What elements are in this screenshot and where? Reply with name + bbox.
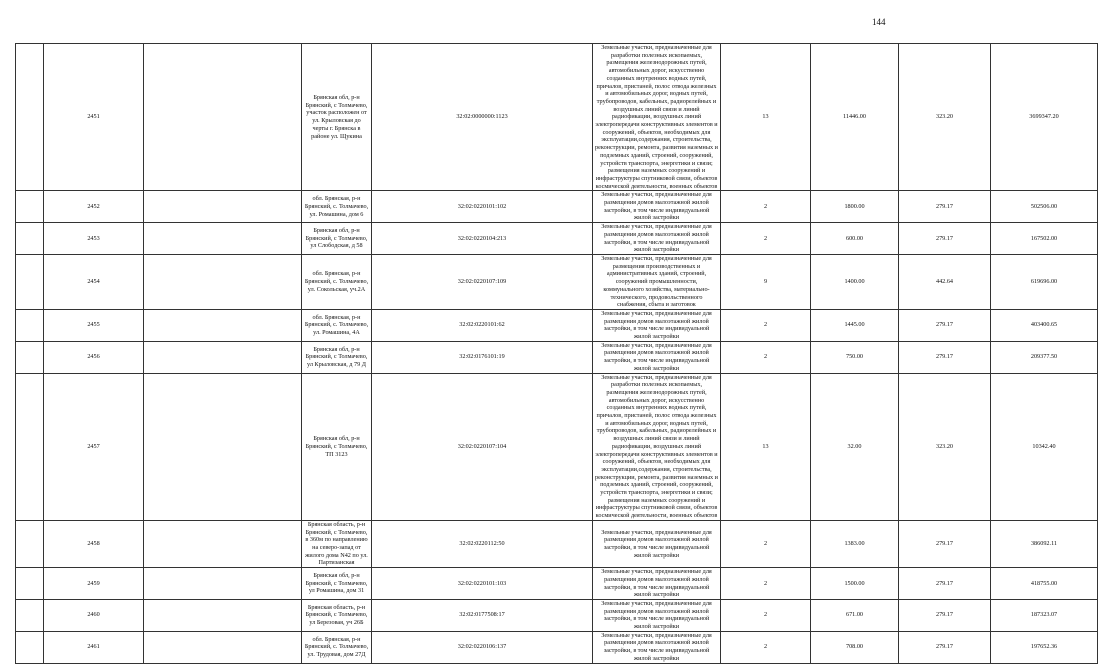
- row-number: 2459: [44, 568, 144, 600]
- land-use-description: Земельные участки, предназначенные для размещения домов малоэтажной жилой застройки, в том числе индивидуальной жилой застройки: [593, 568, 721, 600]
- cadastral-number: 32:02:0220107:109: [372, 254, 593, 309]
- blank-cell: [144, 223, 302, 255]
- row-number: 2454: [44, 254, 144, 309]
- table-row: [16, 520, 1098, 567]
- table-row: [16, 568, 1098, 600]
- row-number: 2461: [44, 631, 144, 663]
- use-code: 2: [721, 520, 811, 567]
- blank-cell: [144, 341, 302, 373]
- address: Брянская обл, р-н Брянский, с Толмачево, участок расположен от ул. Крыловская до черты г. Брянска в районе ул. Щукина: [302, 44, 372, 191]
- address: Брянская обл, р-н Брянский, с Толмачево, ул Крыловская, д 79 Д: [302, 341, 372, 373]
- left-margin-cell: [16, 254, 44, 309]
- cadastral-number: 32:02:0176101:19: [372, 341, 593, 373]
- row-number: 2458: [44, 520, 144, 567]
- left-margin-cell: [16, 341, 44, 373]
- cadastral-number: 32:02:0220101:62: [372, 309, 593, 341]
- table-row: [16, 191, 1098, 223]
- address: обл. Брянская, р-н Брянский, с. Толмачево, ул. Трудовая, дом 27Д: [302, 631, 372, 663]
- address: Брянская область, р-н Брянский, с Толмачево, ул Березовая, уч 26Б: [302, 599, 372, 631]
- area: 750.00: [811, 341, 899, 373]
- cadastral-number: 32:02:0220106:137: [372, 631, 593, 663]
- blank-cell: [144, 599, 302, 631]
- cadastral-number: 32:02:0220101:102: [372, 191, 593, 223]
- cadastral-value: 209377.50: [991, 341, 1098, 373]
- rate: 279.17: [899, 599, 991, 631]
- table-row: [16, 631, 1098, 663]
- land-use-description: Земельные участки, предназначенные для размещения домов малоэтажной жилой застройки, в том числе индивидуальной жилой застройки: [593, 520, 721, 567]
- address: Брянская обл, р-н Брянский, с Толмачево, ул Слободская, д 58: [302, 223, 372, 255]
- row-number: 2452: [44, 191, 144, 223]
- area: 1383.00: [811, 520, 899, 567]
- cadastral-value: 197652.36: [991, 631, 1098, 663]
- table-row: [16, 44, 1098, 191]
- cadastral-number: 32:02:0220112:50: [372, 520, 593, 567]
- cadastral-number: 32:02:0220104:213: [372, 223, 593, 255]
- area: 32.00: [811, 373, 899, 520]
- address: обл. Брянская, р-н Брянский, с. Толмачево, ул. Ромашина, 4А: [302, 309, 372, 341]
- blank-cell: [144, 254, 302, 309]
- cadastral-value: 386092.11: [991, 520, 1098, 567]
- cadastral-number: 32:02:0177508:17: [372, 599, 593, 631]
- table-row: [16, 373, 1098, 520]
- table-row: [16, 599, 1098, 631]
- cadastral-number: 32:02:0220107:104: [372, 373, 593, 520]
- blank-cell: [144, 520, 302, 567]
- land-use-description: Земельные участки, предназначенные для размещения домов малоэтажной жилой застройки, в том числе индивидуальной жилой застройки: [593, 309, 721, 341]
- left-margin-cell: [16, 373, 44, 520]
- row-number: 2456: [44, 341, 144, 373]
- rate: 442.64: [899, 254, 991, 309]
- area: 1445.00: [811, 309, 899, 341]
- table-body: [16, 44, 1098, 664]
- use-code: 2: [721, 223, 811, 255]
- left-margin-cell: [16, 44, 44, 191]
- blank-cell: [144, 309, 302, 341]
- left-margin-cell: [16, 309, 44, 341]
- area: 1500.00: [811, 568, 899, 600]
- page-number: 144: [872, 17, 886, 27]
- rate: 279.17: [899, 341, 991, 373]
- left-margin-cell: [16, 520, 44, 567]
- area: 1800.00: [811, 191, 899, 223]
- use-code: 13: [721, 373, 811, 520]
- blank-cell: [144, 631, 302, 663]
- cadastral-value: 502506.00: [991, 191, 1098, 223]
- cadastral-value: 167502.00: [991, 223, 1098, 255]
- rate: 279.17: [899, 309, 991, 341]
- land-use-description: Земельные участки, предназначенные для разработки полезных ископаемых, размещения железнодорожных путей, автомобильных дорог, искусственно созданных внутренних водных путей, причалов, пристаней, полос отвода железных и автомобильных дорог, водных путей, трубопроводов, кабельных, радиорелейных и воздушных линий связи и линий радиофикации, воздушных линий электропередачи конструктивных элементов и сооружений, объектов, необходимых для эксплуатации,содержания, строительства, реконструкции, ремонта, развития наземных и подземных зданий, строений, сооружений, устройств транспорта, энергетики и связи; размещения наземных сооружений и инфраструктуры спутниковой связи, объектов космической деятельности, военных объектов: [593, 373, 721, 520]
- table-row: [16, 341, 1098, 373]
- left-margin-cell: [16, 631, 44, 663]
- use-code: 2: [721, 568, 811, 600]
- use-code: 2: [721, 631, 811, 663]
- table-row: [16, 223, 1098, 255]
- cadastral-value: 418755.00: [991, 568, 1098, 600]
- rate: 279.17: [899, 520, 991, 567]
- cadastral-value: 403400.65: [991, 309, 1098, 341]
- table-row: [16, 309, 1098, 341]
- row-number: 2455: [44, 309, 144, 341]
- left-margin-cell: [16, 599, 44, 631]
- cadastral-number: 32:02:0000000:1123: [372, 44, 593, 191]
- land-use-description: Земельные участки, предназначенные для размещения производственных и административных зданий, строений, сооружений промышленности, коммунального хозяйства, материально-технического, продовольственного снабжения, сбыта и заготовок: [593, 254, 721, 309]
- table-row: [16, 254, 1098, 309]
- land-use-description: Земельные участки, предназначенные для размещения домов малоэтажной жилой застройки, в том числе индивидуальной жилой застройки: [593, 631, 721, 663]
- cadastral-number: 32:02:0220101:103: [372, 568, 593, 600]
- address: Брянская область, р-н Брянский, с Толмачево, в 360м по направлению на северо-запад от жилого дома N42 по ул. Партизанская: [302, 520, 372, 567]
- rate: 279.17: [899, 191, 991, 223]
- address: обл. Брянская, р-н Брянский, с. Толмачево, ул. Ромашина, дом 6: [302, 191, 372, 223]
- address: обл. Брянская, р-н Брянский, с. Толмачево, ул. Сокольская, уч.2А: [302, 254, 372, 309]
- blank-cell: [144, 191, 302, 223]
- area: 11446.00: [811, 44, 899, 191]
- area: 600.00: [811, 223, 899, 255]
- area: 671.00: [811, 599, 899, 631]
- row-number: 2451: [44, 44, 144, 191]
- left-margin-cell: [16, 191, 44, 223]
- rate: 279.17: [899, 568, 991, 600]
- cadastral-value: 619696.00: [991, 254, 1098, 309]
- area: 1400.00: [811, 254, 899, 309]
- use-code: 9: [721, 254, 811, 309]
- address: Брянская обл, р-н Брянский, с Толмачево, ТП 3123: [302, 373, 372, 520]
- cadastral-value: 10342.40: [991, 373, 1098, 520]
- land-use-description: Земельные участки, предназначенные для размещения домов малоэтажной жилой застройки, в том числе индивидуальной жилой застройки: [593, 223, 721, 255]
- land-register-table: [15, 43, 1098, 664]
- blank-cell: [144, 373, 302, 520]
- use-code: 2: [721, 341, 811, 373]
- use-code: 2: [721, 599, 811, 631]
- use-code: 13: [721, 44, 811, 191]
- land-use-description: Земельные участки, предназначенные для размещения домов малоэтажной жилой застройки, в том числе индивидуальной жилой застройки: [593, 599, 721, 631]
- rate: 279.17: [899, 223, 991, 255]
- rate: 323.20: [899, 373, 991, 520]
- use-code: 2: [721, 191, 811, 223]
- left-margin-cell: [16, 568, 44, 600]
- blank-cell: [144, 568, 302, 600]
- land-use-description: Земельные участки, предназначенные для размещения домов малоэтажной жилой застройки, в том числе индивидуальной жилой застройки: [593, 191, 721, 223]
- row-number: 2453: [44, 223, 144, 255]
- area: 708.00: [811, 631, 899, 663]
- cadastral-value: 3699347.20: [991, 44, 1098, 191]
- cadastral-value: 187323.07: [991, 599, 1098, 631]
- row-number: 2457: [44, 373, 144, 520]
- rate: 279.17: [899, 631, 991, 663]
- left-margin-cell: [16, 223, 44, 255]
- blank-cell: [144, 44, 302, 191]
- use-code: 2: [721, 309, 811, 341]
- row-number: 2460: [44, 599, 144, 631]
- address: Брянская обл, р-н Брянский, с Толмачево, ул Ромашина, дом 31: [302, 568, 372, 600]
- land-use-description: Земельные участки, предназначенные для размещения домов малоэтажной жилой застройки, в том числе индивидуальной жилой застройки: [593, 341, 721, 373]
- land-use-description: Земельные участки, предназначенные для разработки полезных ископаемых, размещения железнодорожных путей, автомобильных дорог, искусственно созданных внутренних водных путей, причалов, пристаней, полос отвода железных и автомобильных дорог, водных путей, трубопроводов, кабельных, радиорелейных и воздушных линий связи и линий радиофикации, воздушных линий электропередачи конструктивных элементов и сооружений, объектов, необходимых для эксплуатации,содержания, строительства, реконструкции, ремонта, развития наземных и подземных зданий, строений, сооружений, устройств транспорта, энергетики и связи; размещения наземных сооружений и инфраструктуры спутниковой связи, объектов космической деятельности, военных объектов: [593, 44, 721, 191]
- rate: 323.20: [899, 44, 991, 191]
